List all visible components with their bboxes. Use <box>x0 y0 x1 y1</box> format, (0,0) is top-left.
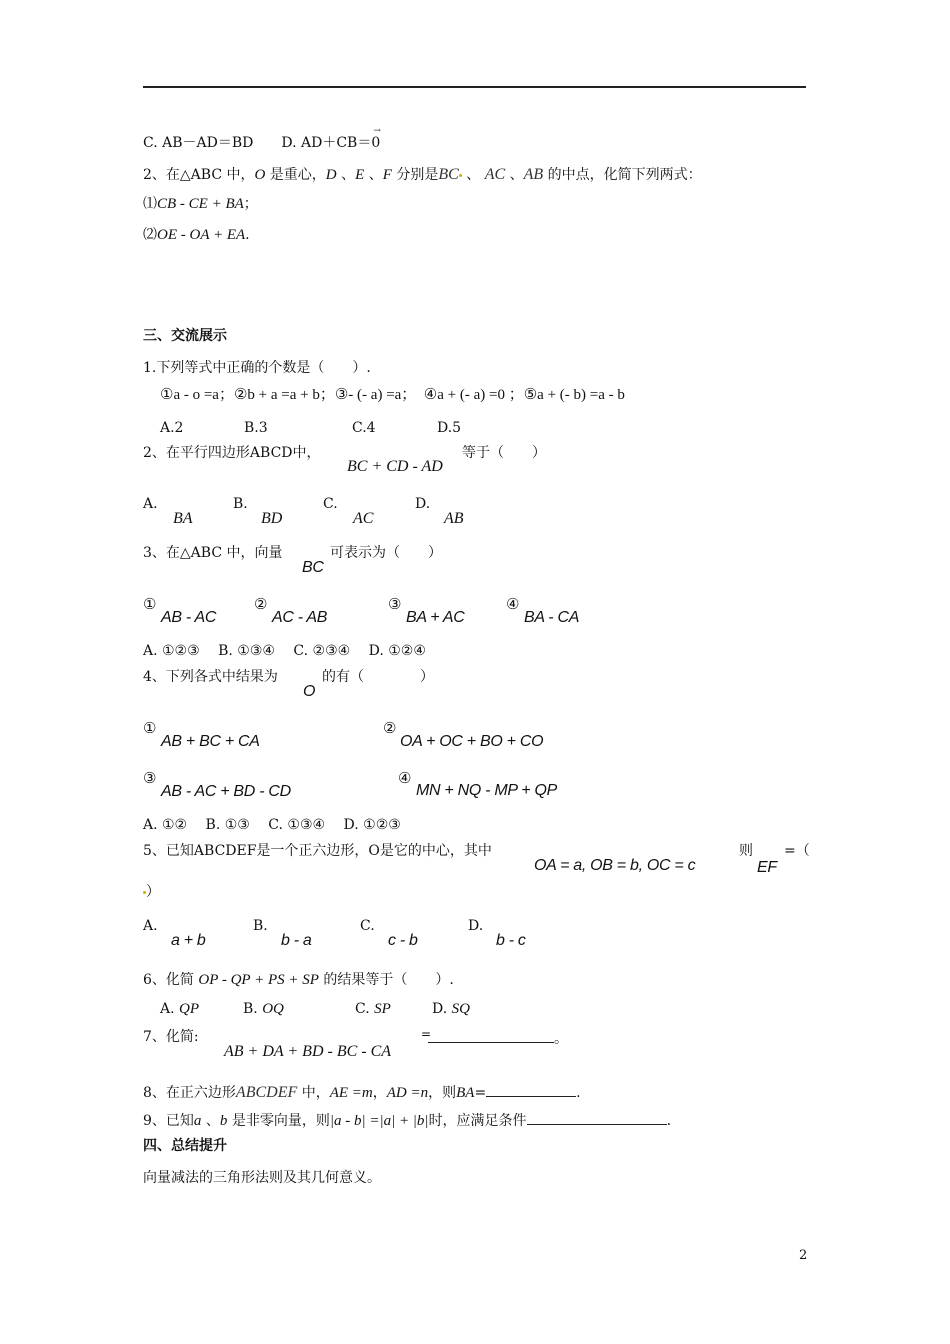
exercise-2-expr: BC + CD - AD <box>347 458 443 475</box>
section-heading-3: 三、交流展示 <box>143 328 227 344</box>
exercise-5-close: ） <box>143 884 160 901</box>
exercise-6: 6、化简 OP - QP + PS + SP 的结果等于（ ）. <box>143 972 454 988</box>
exercise-1-opt-b: B.3 <box>244 420 268 436</box>
exercise-5-label-c: C. <box>360 918 375 934</box>
exercise-2-label-d: D. <box>415 496 431 512</box>
exercise-4-post: 的有（ ） <box>322 669 434 685</box>
exercise-2-opt-c: AC <box>353 510 374 527</box>
exercise-4-item-3: AB - AC + BD - CD <box>161 783 291 800</box>
exercise-3-vec: BC <box>302 559 324 576</box>
exercise-2-opt-b: BD <box>261 510 283 527</box>
exercise-6-opt-b: B. OQ <box>243 1001 284 1017</box>
exercise-3-options: A. ①②③ B. ①③④ C. ②③④ D. ①②④ <box>143 643 426 659</box>
exercise-2: 2、在平行四边形ABCD中， <box>143 445 321 461</box>
summary-text: 向量减法的三角形法则及其几何意义。 <box>143 1170 381 1186</box>
answer-blank[interactable] <box>527 1112 667 1125</box>
exercise-1: 1.下列等式中正确的个数是（ ）. <box>143 360 371 376</box>
exercise-3: 3、在△ABC 中，向量 <box>143 545 283 561</box>
exercise-1-opt-d: D.5 <box>437 420 462 436</box>
exercise-4-zero: O <box>303 683 316 700</box>
exercise-5-expr: OA = a, OB = b, OC = c <box>534 857 696 874</box>
exercise-4-item-1: AB + BC + CA <box>161 733 260 750</box>
zero-vector: → 0 <box>371 126 381 151</box>
line-cd-options <box>143 126 381 152</box>
exercise-4-options: A. ①② B. ①③ C. ①③④ D. ①②③ <box>143 817 401 833</box>
exercise-3-num-3: ③ <box>388 595 402 613</box>
exercise-4-num-2: ② <box>383 719 397 737</box>
problem-2-part-1: ⑴CB - CE + BA； <box>143 196 258 212</box>
vector-arrow-icon: → <box>373 126 381 136</box>
exercise-4-num-1: ① <box>143 719 157 737</box>
exercise-3-post: 可表示为（ ） <box>330 545 442 561</box>
exercise-5-ef: EF <box>757 859 777 876</box>
exercise-5: 5、已知ABCDEF是一个正六边形，O是它的中心，其中 <box>143 843 492 859</box>
exercise-5-opt-b: b - a <box>281 932 312 949</box>
exercise-2-opt-d: AB <box>444 510 464 527</box>
answer-blank[interactable] <box>486 1084 576 1097</box>
problem-2-part-2: ⑵OE - OA + EA. <box>143 227 250 243</box>
exercise-8: 8、在正六边形ABCDEF 中，AE =m，AD =n，则BA= . <box>143 1084 581 1101</box>
exercise-2-post: 等于（ ） <box>462 445 546 461</box>
exercise-3-item-3: BA + AC <box>406 609 465 626</box>
cd-text: C. AB－AD＝BD D. AD＋CB＝ <box>143 135 372 151</box>
problem-2: 2、在△ABC 中，O 是重心，D 、E 、F 分别是BC 、 AC 、AB 的中点，化简下列两式： <box>143 166 702 183</box>
exercise-4-item-4: MN + NQ - MP + QP <box>416 782 557 799</box>
exercise-4-item-2: OA + OC + BO + CO <box>400 733 544 750</box>
exercise-5-opt-d: b - c <box>496 932 526 949</box>
exercise-5-then: 则 <box>739 843 753 859</box>
exercise-4-num-4: ④ <box>398 769 412 787</box>
exercise-1-opt-a: A.2 <box>160 420 184 436</box>
exercise-3-item-2: AC - AB <box>272 609 328 626</box>
page-number: 2 <box>799 1248 808 1263</box>
section-heading-4: 四、总结提升 <box>143 1138 227 1154</box>
exercise-6-opt-d: D. SQ <box>432 1001 470 1017</box>
exercise-2-label-c: C. <box>323 496 338 512</box>
exercise-1-items: ①a - o =a；②b + a =a + b；③- (- a) =a； ④a + (- a) =0 ；⑤a + (- b) =a - b <box>160 387 625 403</box>
exercise-4: 4、下列各式中结果为 <box>143 669 278 685</box>
exercise-3-num-4: ④ <box>506 595 520 613</box>
exercise-3-item-1: AB - AC <box>161 609 217 626</box>
exercise-5-label-a: A. <box>143 918 158 934</box>
exercise-7-expr: AB + DA + BD - BC - CA <box>224 1043 392 1060</box>
exercise-5-label-d: D. <box>468 918 484 934</box>
exercise-3-num-1: ① <box>143 595 157 613</box>
exercise-5-label-b: B. <box>253 918 268 934</box>
exercise-7-eq: = <box>421 1027 432 1041</box>
exercise-7-answer: 。 <box>428 1030 568 1048</box>
exercise-3-item-4: BA - CA <box>524 609 580 626</box>
exercise-3-num-2: ② <box>254 595 268 613</box>
exercise-5-opt-c: c - b <box>388 932 418 949</box>
exercise-2-label-b: B. <box>233 496 248 512</box>
exercise-6-opt-c: C. SP <box>355 1001 391 1017</box>
exercise-4-num-3: ③ <box>143 769 157 787</box>
exercise-1-opt-c: C.4 <box>352 420 376 436</box>
exercise-2-opt-a: BA <box>173 510 193 527</box>
header-rule <box>143 86 806 88</box>
exercise-7: 7、化简: <box>143 1029 199 1045</box>
exercise-6-opt-a: A. QP <box>160 1001 200 1017</box>
exercise-9: 9、已知a 、b 是非零向量，则|a - b| =|a| + |b|时，应满足条件 . <box>143 1113 672 1129</box>
exercise-5-eq: =（ <box>784 843 810 859</box>
exercise-2-label-a: A. <box>143 496 158 512</box>
answer-blank[interactable] <box>428 1030 554 1043</box>
exercise-5-opt-a: a + b <box>171 932 206 949</box>
